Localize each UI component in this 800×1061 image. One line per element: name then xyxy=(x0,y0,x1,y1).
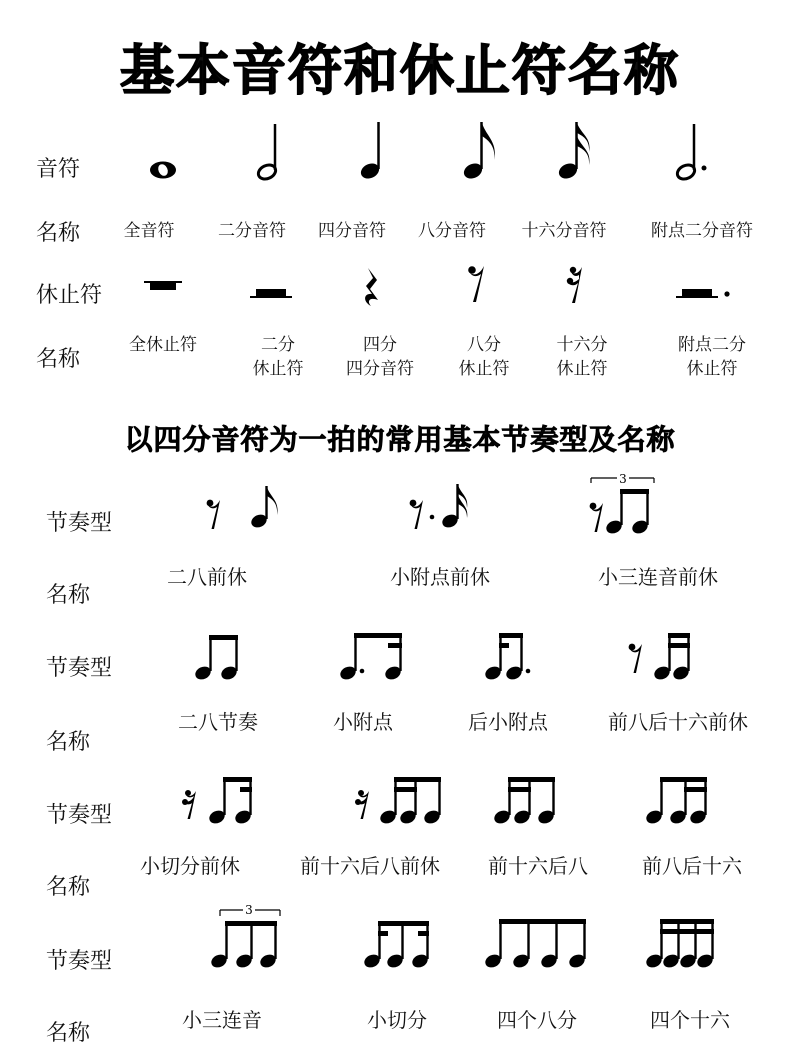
rhythm-name-label-row4: 名称 xyxy=(46,1021,91,1046)
rhythm-r1-c2 xyxy=(410,484,468,530)
rhythm-r4-c2 xyxy=(362,921,430,970)
row-label-rest-name: 名称 xyxy=(36,347,81,372)
page-title: 基本音符和休止符名称 xyxy=(120,39,680,102)
rhythm-r2-c1 xyxy=(193,635,239,682)
rhythm-label-row2: 节奏型 xyxy=(46,656,113,681)
rhythm-name-r1-c2: 小附点前休 xyxy=(390,565,490,589)
rhythm-r4-c4 xyxy=(644,919,715,970)
note-name-dotted-half: 附点二分音符 xyxy=(651,221,753,241)
rhythm-r1-c1 xyxy=(207,486,278,530)
rhythm-name-r4-c2: 小切分 xyxy=(367,1008,427,1032)
rhythm-r3-c2 xyxy=(355,777,442,826)
rest-name-sixteenth-line2: 休止符 xyxy=(556,359,608,379)
rhythm-name-r2-c2: 小附点 xyxy=(333,710,393,734)
rhythm-name-r4-c3: 四个八分 xyxy=(497,1008,577,1032)
note-name-eighth: 八分音符 xyxy=(418,221,486,241)
rhythm-r3-c3 xyxy=(492,777,556,826)
section-subtitle: 以四分音符为一拍的常用基本节奏型及名称 xyxy=(124,423,676,456)
rhythm-name-r2-c4: 前八后十六前休 xyxy=(608,710,748,734)
rhythm-r3-c1 xyxy=(182,777,253,826)
rhythm-name-r2-c3: 后小附点 xyxy=(468,710,548,734)
row-label-note-name: 名称 xyxy=(36,221,81,246)
rest-name-eighth-line2: 休止符 xyxy=(458,359,510,379)
rhythm-label-row3: 节奏型 xyxy=(46,803,113,828)
note-name-sixteenth: 十六分音符 xyxy=(521,221,607,241)
rest-name-quarter-line2: 四分音符 xyxy=(346,359,414,379)
rhythm-r4-c1 xyxy=(209,903,280,970)
row-label-note: 音符 xyxy=(36,157,81,182)
triplet-number-r4: 3 xyxy=(245,903,253,917)
rhythm-name-r3-c1: 小切分前休 xyxy=(140,854,240,878)
rhythm-name-r4-c4: 四个十六 xyxy=(650,1008,730,1032)
rhythm-r2-c3 xyxy=(483,633,530,682)
rhythm-r2-c2 xyxy=(338,633,403,682)
rest-name-quarter-line1: 四分 xyxy=(363,335,397,355)
note-name-half: 二分音符 xyxy=(218,221,286,241)
rhythm-name-r2-c1: 二八节奏 xyxy=(178,710,258,734)
rest-name-eighth-line1: 八分 xyxy=(467,335,501,355)
rest-name-dotted-half-line1: 附点二分 xyxy=(678,335,746,355)
rhythm-name-r3-c3: 前十六后八 xyxy=(488,854,588,878)
rhythm-r2-c4 xyxy=(629,633,691,682)
rhythm-name-r4-c1: 小三连音 xyxy=(182,1008,262,1032)
rest-name-whole-line1: 全休止符 xyxy=(129,335,197,355)
rhythm-name-r3-c2: 前十六后八前休 xyxy=(300,854,440,878)
rhythm-label-row1: 节奏型 xyxy=(46,511,113,536)
rhythm-name-label-row2: 名称 xyxy=(46,730,91,755)
rest-name-dotted-half-line2: 休止符 xyxy=(686,359,738,379)
note-name-quarter: 四分音符 xyxy=(318,221,386,241)
note-name-whole: 全音符 xyxy=(123,221,175,241)
rhythm-name-label-row1: 名称 xyxy=(46,583,91,608)
rhythm-label-row4: 节奏型 xyxy=(46,949,113,974)
rest-name-half-line1: 二分 xyxy=(261,335,295,355)
row-label-rest: 休止符 xyxy=(36,283,103,308)
rhythm-r3-c4 xyxy=(644,777,708,826)
rhythm-name-r1-c3: 小三连音前休 xyxy=(598,565,718,589)
rhythm-r1-c3 xyxy=(590,472,654,536)
rest-name-sixteenth-line1: 十六分 xyxy=(556,335,608,355)
rhythm-name-r1-c1: 二八前休 xyxy=(167,565,247,589)
rhythm-name-r3-c4: 前八后十六 xyxy=(642,854,742,878)
rhythm-r4-c3 xyxy=(483,919,587,970)
triplet-number-r1: 3 xyxy=(619,472,627,486)
rest-name-half-line2: 休止符 xyxy=(252,359,304,379)
rhythm-name-label-row3: 名称 xyxy=(46,875,91,900)
